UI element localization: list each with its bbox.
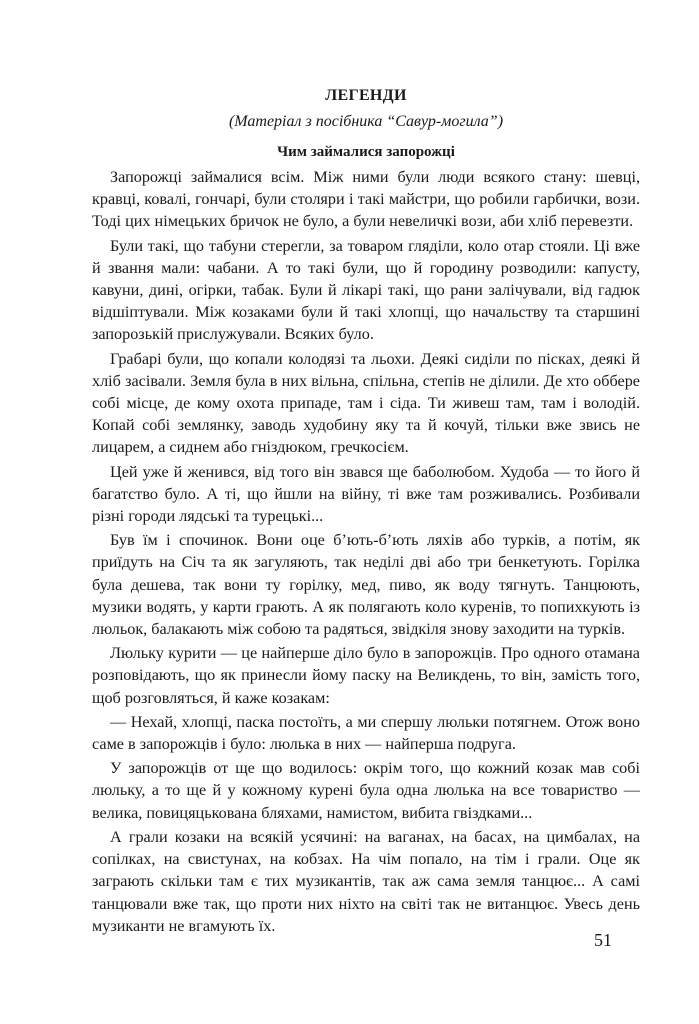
paragraph: — Нехай, хлопці, паска постоїть, а ми спершу люльки потягнем. Отож воно саме в запорожців і було: люлька в них — найперша подруга. bbox=[92, 712, 640, 754]
paragraph: Був їм і спочинок. Вони оце б’ють-б’ють ляхів або турків, а потім, як приїдуть на Січ та як загуляють, так неділі дві або три бенкетують. Горілка була дешева, так вони ту горілку, мед, пиво, як воду тягнуть. Танцюють, музики водять, у карти грають. А як полягають коло куренів, то попихкують із люльок, балакають між собою та радяться, звідкіля знову заходити на турків. bbox=[92, 531, 640, 639]
page-content bbox=[92, 86, 640, 939]
page-number: 51 bbox=[594, 930, 612, 950]
paragraph: А грали козаки на всякій усячині: на ваганах, на басах, на цимбалах, на сопілках, на свистунах, на кобзах. На чім попало, на тім і грали. Оце як заграють скільки там є тих музикантів, так аж сама земля танцює... А самі танцювали вже так, що проти них ніхто на світі так не витанцює. Увесь день музиканти не вгамують їх. bbox=[92, 827, 640, 935]
page-title: ЛЕГЕНДИ bbox=[325, 87, 407, 104]
paragraph: Були такі, що табуни стерегли, за товаром гляділи, коло отар стояли. Ці вже й звання мали: чабани. А то такі були, що й городину розводили: капусту, кавуни, дині, огірки, табак. Були й лікарі такі, що рани залічували, від гадюк відшіптували. Між козаками були й такі хлопці, що начальству та старшині запорозькій прислужували. Всяких було. bbox=[92, 236, 640, 344]
paragraph: Люльку курити — це найперше діло було в запорожців. Про одного отамана розповідають, що як принесли йому паску на Великдень, то він, замість того, щоб розговляться, й каже козакам: bbox=[92, 644, 640, 707]
page-subtitle: (Матеріал з посібника “Савур-могила”) bbox=[228, 113, 504, 130]
paragraph: У запорожців от ще що водилось: окрім того, що кожний козак мав собі люльку, а то ще й у кожному курені була одна люлька на все товариство — велика, повицяцькована бляхами, намистом, вибита гвіздками... bbox=[92, 759, 640, 822]
paragraph: Запорожці займалися всім. Між ними були люди всякого стану: шевці, кравці, ковалі, гончарі, були столяри і такі майстри, що робили гарбички, вози. Тоді цих німецьких бричок не було, а були невеличкі вози, аби хліб перевезти. bbox=[92, 168, 640, 231]
section-heading: Чим займалися запорожці bbox=[277, 144, 455, 160]
paragraph: Цей уже й женився, від того він звався ще баболюбом. Худоба — то його й багатство було. А ті, що йшли на війну, ті вже там розживались. Розбивали різні городи лядські та турецькі... bbox=[92, 462, 640, 526]
paragraph: Грабарі були, що копали колодязі та льохи. Деякі сиділи по пісках, деякі й хліб засівали. Земля була в них вільна, спільна, степів не ділили. Де хто оббере собі місце, де кому охота припаде, там і сіда. Ти живеш там, там і володій. Копай собі землянку, заводь худобину яку та й кочуй, тільки вже звись не лицарем, а сиднем або гніздюком, гречкосієм. bbox=[92, 349, 640, 457]
